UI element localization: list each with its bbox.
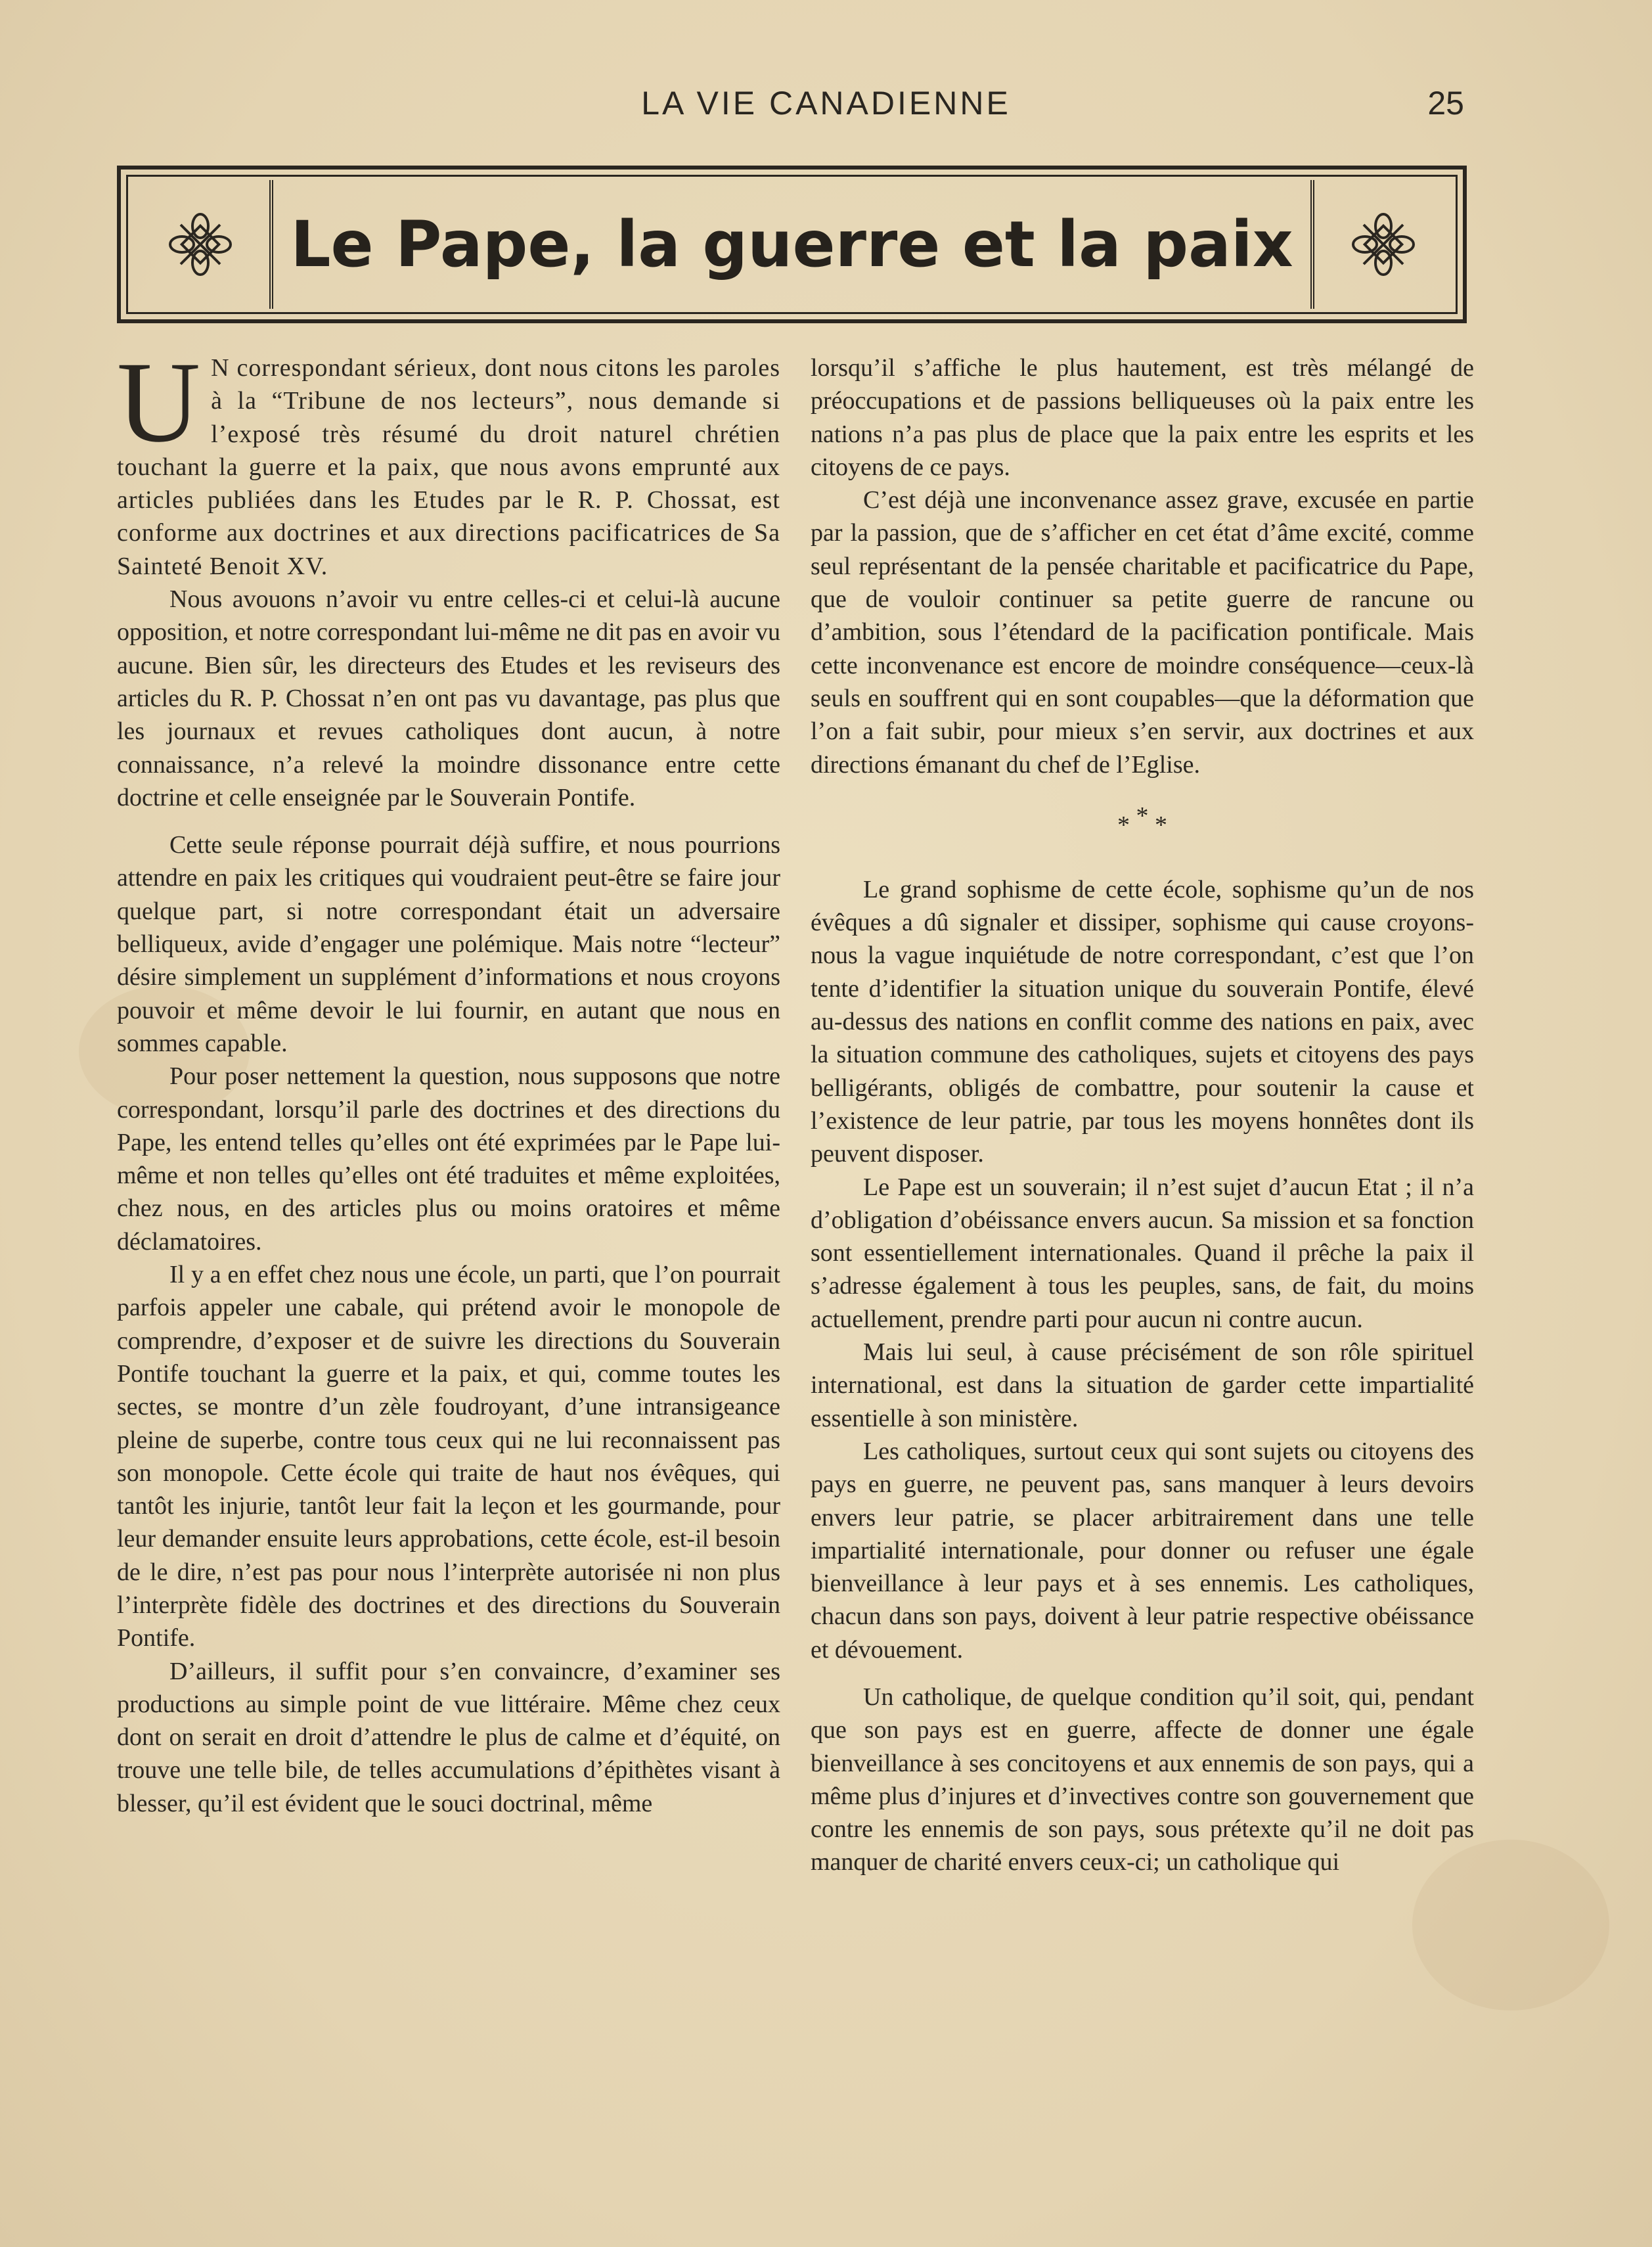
paragraph: Pour poser nettement la question, nous supposons que notre correspondant, lorsqu’il parle des doctrines et des directions du Pape, les entend telles qu’elles ont été exprimées par le Pape lui-même et non telles qu’elles ont été traduites et même exploitées, chez nous, en des articles plus ou moins oratoires et même déclamatoires. [117,1062,780,1256]
drop-cap: U [117,338,201,466]
paragraph: Cette seule réponse pourrait déjà suffire, et nous pourrions attendre en paix les critiques qui voudraient peut-être se faire jour quelque part, si notre correspondant était un adversaire belliqueux, avide d’engager une polémique. Mais notre “lecteur” désire simplement un supplément d’informations et nous croyons pouvoir et même devoir le lui fournir, en autant que nous en sommes capable. [117,831,780,1057]
title-banner [117,166,1467,323]
running-head [0,84,1652,137]
page-number: 25 [1427,85,1464,122]
paragraph-text: N correspondant sérieux, dont nous citons les paroles à la “Tribune de nos lecteurs”, nous demande si l’exposé très résumé du droit naturel chrétien touchant la guerre et la paix, que nous avons emprunté aux articles publiées dans les Etudes par le R. P. Chossat, est conforme aux doctrines et aux directions pacificatrices de Sa Sainteté Benoit XV. [117,354,780,580]
section-separator [811,802,1474,839]
right-ornament-panel [1310,180,1452,309]
paragraph: Un catholique, de quelque condition qu’il soit, qui, pendant que son pays est en guerre, affecte de donner une égale bienveillance à ses concitoyens et aux ennemis de son pays, qui a même plus d’injures et d’invectives contre son gouvernement que contre les ennemis de son pays, sous prétexte qu’il ne doit pas manquer de charité envers ceux-ci; un catholique qui [811,1683,1474,1876]
left-ornament-panel [131,180,273,309]
separator-star: * [1117,811,1130,839]
paragraph: D’ailleurs, il suffit pour s’en convaincre, d’examiner ses productions au simple point de vue littéraire. Même chez ceux dont on serait en droit d’attendre le plus de calme et d’équité, on trouve une telle bile, de telles accumulations d’épithètes visant à blesser, qu’il est évident que le souci doctrinal, même [117,1657,780,1817]
article-title: Le Pape, la guerre et la paix [290,208,1293,281]
separator-star: * [1155,811,1167,839]
paragraph: lorsqu’il s’affiche le plus hautement, est très mélangé de préoccupations et de passions belliqueuses où la paix entre les nations n’a pas plus de place que la paix entre les esprits et les citoyens de ce pays. [811,354,1474,481]
left-column [117,338,780,1820]
paragraph: Le grand sophisme de cette école, sophisme qu’un de nos évêques a dû signaler et dissiper, sophisme qui cause croyons-nous la vague inquiétude de notre correspondant, c’est que l’on tente d’identifier la situation unique du souverain Pontife, élevé au-dessus des nations en conflit comme des nations en paix, avec la situation commune des catholiques, sujets et citoyens des pays belligérants, obligés de combattre, pour soutenir la cause et l’existence de leur patrie, par tous les moyens honnêtes dont ils peuvent disposer. [811,875,1474,1168]
paragraph: Nous avouons n’avoir vu entre celles-ci et celui-là aucune opposition, et notre correspondant lui-même ne dit pas en avoir vu aucune. Bien sûr, les directeurs des Etudes et les reviseurs des articles du R. P. Chossat n’en ont pas vu davantage, pas plus que les journaux et revues catholiques dont aucun, à notre connaissance, n’a relevé la moindre dissonance entre cette doctrine et celle enseignée par le Souverain Pontife. [117,585,780,811]
paragraph: Le Pape est un souverain; il n’est sujet d’aucun Etat ; il n’a d’obligation d’obéissance envers aucun. Sa mission et sa fonction sont essentiellement internationales. Quand il prêche la paix il s’adresse également à tous les peuples, sans, de fait, du moins actuellement, prendre parti pour aucun ni contre aucun. [811,1173,1474,1333]
paragraph: Mais lui seul, à cause précisément de son rôle spirituel international, est dans la situation de garder cette impartialité essentielle à son ministère. [811,1338,1474,1432]
paragraph [117,338,780,583]
paragraph: C’est déjà une inconvenance assez grave, excusée en partie par la passion, que de s’afficher en cet état d’âme excité, comme seul représentant de la pensée charitable et pacificatrice du Pape, que de vouloir continuer sa petite guerre de rancune ou d’ambition, sous l’étendard de la pacification pontificale. Mais cette inconvenance est encore de moindre conséquence—ceux-là seuls en souffrent qui en sont coupables—que la déformation que l’on a fait subir, pour mieux s’en servir, aux doctrines et aux directions émanant du chef de l’Eglise. [811,486,1474,779]
journal-title: LA VIE CANADIENNE [641,85,1011,122]
right-column [811,352,1474,1879]
celtic-knot-ornament-icon [167,212,233,277]
separator-star: * [1136,802,1149,830]
paragraph: Les catholiques, surtout ceux qui sont sujets ou citoyens des pays en guerre, ne peuvent pas, sans manquer à leurs devoirs envers leur patrie, se placer arbitrairement dans une telle impartialité internationale, pour donner ou refuser une égale bienveillance à leur pays et à ses ennemis. Les catholiques, chacun dans son pays, doivent à leur patrie respective obéissance et dévouement. [811,1437,1474,1664]
paragraph: Il y a en effet chez nous une école, un parti, que l’on pourrait parfois appeler une cabale, qui prétend avoir le monopole de comprendre, d’exposer et de suivre les directions du Souverain Pontife touchant la guerre et la paix, et qui, comme toutes les sectes, se montre d’un zèle foudroyant, d’une intransigeance pleine de superbe, contre tous ceux qui ne lui reconnaissent pas son monopole. Cette école qui traite de haut nos évêques, qui tantôt les injurie, tantôt leur fait la leçon et les gourmande, pour leur demander ensuite leurs approbations, cette école, est-il besoin de le dire, n’est pas pour nous l’interprète autorisée ni non plus l’interprète fidèle des doctrines et des directions du Souverain Pontife. [117,1261,780,1652]
celtic-knot-ornament-icon [1351,212,1416,277]
